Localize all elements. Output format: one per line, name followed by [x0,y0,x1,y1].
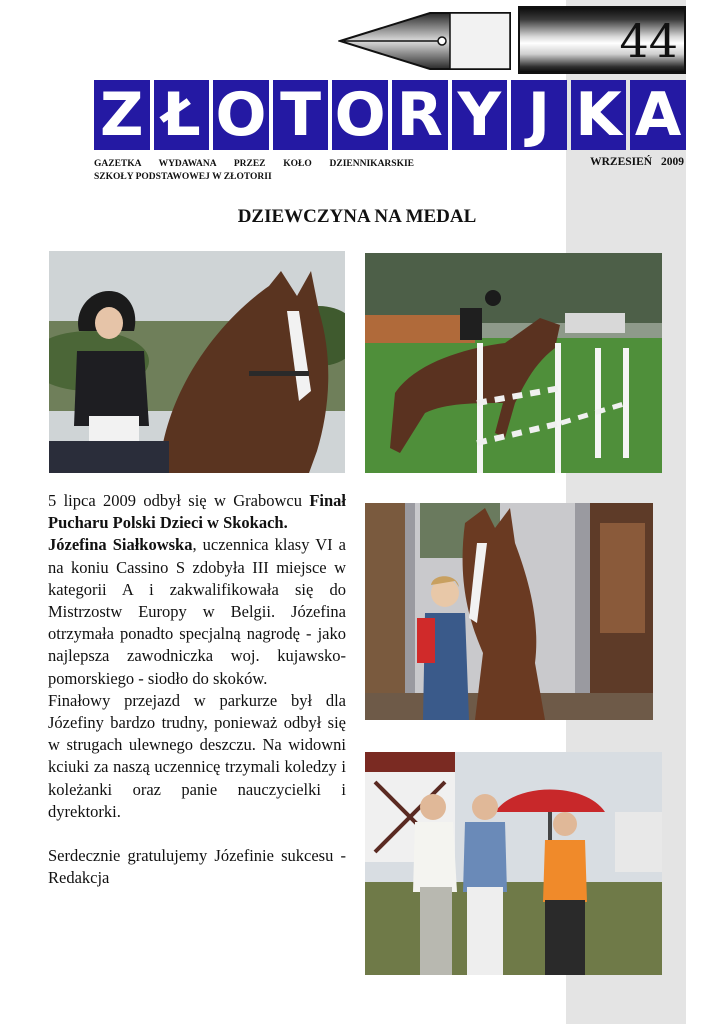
article-headline: DZIEWCZYNA NA MEDAL [237,206,477,227]
article-event-name: Finał Pucharu Polski Dzieci w Skokach. [48,491,346,533]
article-student-name: Józefina Siałkowska [48,535,193,555]
photo-horse-jumping [365,253,662,473]
masthead-letter: R [392,80,448,150]
article-body [48,490,346,889]
article-paragraph [48,534,346,689]
publisher-line-1: GAZETKA WYDAWANA PRZEZ KOŁO DZIENNIKARSKIE [94,159,414,169]
article-paragraph [48,490,346,534]
masthead-title [94,80,686,150]
article-paragraph: Finałowy przejazd w parkurze był dla Józefiny bardzo trudny, ponieważ odbył się w strugach ulewnego deszczu. Na widowni kciuki za naszą uczennicę trzymali koledzy i koleżanki oraz panie nauczycielki i dyrektorki. [48,690,346,821]
masthead-letter: O [213,80,269,150]
photo-girl-with-horse-stable [365,503,653,720]
masthead-letter: J [511,80,567,150]
masthead-letter: T [273,80,329,150]
article-intro: 5 lipca 2009 odbył się w Grabowcu [48,491,310,510]
pen-nib-icon [338,8,514,74]
photo-group-outdoors [365,752,662,975]
publisher-line-2: SZKOŁY PODSTAWOWEJ W ZŁOTORII [94,172,272,182]
masthead-letter: Ł [154,80,210,150]
issue-number: 44 [518,6,686,74]
masthead-letter: Z [94,80,150,150]
article-closing: Serdecznie gratulujemy Józefinie sukcesu - Redakcja [48,846,346,888]
paragraph-spacer [48,823,346,845]
masthead-letter: A [630,80,686,150]
article-achievement: , uczennica klasy VI a na koniu Cassino S zdobyła III miejsce w kategorii A i zakwalifikowała się do Mistrzostw Europy w Belgii. Józefina otrzymała ponadto specjalną nagrodę - jako najlepsza zawodniczka woj. kujawsko-pomorskiego - siodło do skoków. [48,535,347,688]
issue-date: WRZESIEŃ 2009 [590,156,684,168]
masthead-letter: K [571,80,627,150]
photo-rider-with-horse [49,251,345,473]
masthead-letter: Y [452,80,508,150]
masthead-letter: O [332,80,388,150]
